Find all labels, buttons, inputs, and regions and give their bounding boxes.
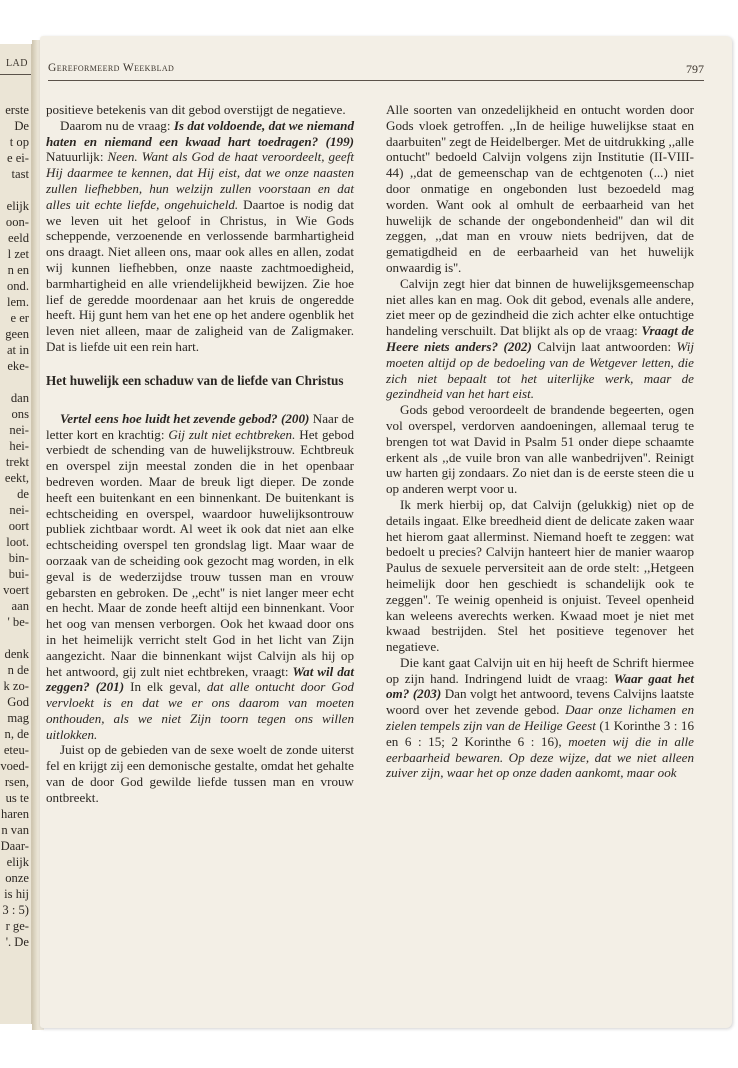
left-page-line-fragment: bin- xyxy=(8,551,29,565)
left-page-line-fragment: e ei- xyxy=(6,151,29,165)
left-page-line-fragment: erste xyxy=(5,103,29,117)
left-page-line-fragment: mag xyxy=(7,711,29,725)
left-page-line-fragment: nei- xyxy=(9,503,29,517)
left-page-line-fragment: oon- xyxy=(5,215,29,229)
left-page-line-fragment: aan xyxy=(11,599,29,613)
page-number: 797 xyxy=(686,62,704,76)
header-rule xyxy=(48,80,704,81)
text-run: In elk geval, xyxy=(124,679,207,695)
paragraph xyxy=(386,655,694,781)
left-page-line-fragment: 3 : 5) xyxy=(2,903,29,917)
paragraph xyxy=(386,276,694,402)
text-run: Calvijn zegt hier dat binnen de huwelijksgemeenschap niet alles kan en mag. Ook dit gebod, evenals alle andere, ziet meer op de gezindheid die zich achter elke ontuchtige handeling verschuilt. Dat blijkt als op de vraag: xyxy=(386,275,694,339)
left-page-line-fragment: '. De xyxy=(5,935,29,949)
left-page-line-fragment: hei- xyxy=(9,439,29,453)
right-column xyxy=(386,102,694,781)
left-page-line-fragment: l zet xyxy=(7,247,29,261)
publication-title xyxy=(48,62,174,74)
left-page-line-fragment: onze xyxy=(5,871,29,885)
left-page-line-fragment: eke- xyxy=(7,359,29,373)
left-page-line-fragment: geen xyxy=(5,327,29,341)
left-page-line-fragment: trekt xyxy=(5,455,29,469)
left-page-line-fragment: eekt, xyxy=(4,471,29,485)
catechism-question: Is dat voldoende, dat we niemand haten en niemand een kwaad hart toedragen? (199) xyxy=(46,117,354,149)
left-page-line-fragment: de xyxy=(17,487,29,501)
left-page-line-fragment xyxy=(0,182,29,198)
left-page-line-fragment: tast xyxy=(11,167,29,181)
left-page-line-fragment: loot. xyxy=(6,535,29,549)
paragraph: positieve betekenis van dit gebod overstijgt de negatieve. xyxy=(46,102,346,117)
paragraph xyxy=(46,411,354,743)
text-run: Natuurlijk: xyxy=(46,149,108,165)
left-page-line-fragment: dan xyxy=(10,391,29,405)
text-run: Daartoe is nodig dat we leven uit het geloof in Christus, in Wie Gods scheppende, verzoenende en verlossende barmhartigheid ons draagt. Niet alleen ons, maar ook alles en allen, zodat wij kunnen liefhebben, onze naaste zachtmoedigheid, barmhartigheid en alle vriendelijkheid bewijzen. Zie hoe lief de geredde moordenaar aan het kruis de ongeredde heeft. Hij gunt hem van het ene op het andere ogenblik het leven niet alleen, maar de zaligheid van de Zaligmaker. Dat is liefde uit een rein hart. xyxy=(46,196,354,354)
left-page-line-fragment: voert xyxy=(3,583,29,597)
text-run: Dan volgt het antwoord, tevens Calvijns laatste woord over het zevende gebod. xyxy=(386,686,694,718)
left-page-line-fragment: Daar- xyxy=(0,839,29,853)
text-run: Calvijn laat antwoorden: xyxy=(531,338,677,354)
left-page-line-fragment: lem. xyxy=(6,295,29,309)
left-page-line-fragment: us te xyxy=(5,791,29,805)
catechism-answer: Daar onze lichamen en zielen tempels zijn van de Heilige Geest xyxy=(386,702,694,734)
publication-title-text: Gereformeerd Weekblad xyxy=(48,62,175,74)
left-page-line-fragment: eeld xyxy=(8,231,29,245)
left-page-line-fragment: elijk xyxy=(6,199,29,213)
text-run: Die kant gaat Calvijn uit en hij heeft de Schrift hiermee op zijn hand. Indringend luidt de vraag: xyxy=(386,654,694,686)
left-page-line-fragment: at in xyxy=(6,343,29,357)
left-page-line-fragment: is hij xyxy=(4,887,29,901)
left-page-line-fragment: t op xyxy=(9,135,29,149)
left-page-header-rule xyxy=(0,74,31,75)
paragraph: Alle soorten van onzedelijkheid en ontucht worden door Gods vloek getroffen. ,,In de heilige huwelijkse staat en daarbuiten'' zegt de Heidelberger. Met de uitdrukking ,,alle ontucht'' bedoeld Calvijn volgens zijn Institutie (II-VIII-44) ,,dat de gemeenschap van de echtgenoten (...) niet door onmatige en ongebonden lust bezoedeld mag worden. Want ook al omhult de eerbaarheid van het huwelijk de schande der ongebondenheid'' dan wil dit zeggen, ,,dat man en vrouw niets bedrijven, dat de gematigdheid en de eerbaarheid van het huwelijk onwaardig is''. xyxy=(386,102,694,275)
catechism-question: Vertel eens hoe luidt het zevende gebod? (200) xyxy=(60,410,310,426)
catechism-question: Vraagt de Heere niets anders? (202) xyxy=(386,323,694,354)
catechism-answer: Neen. Want als God de haat veroordeelt, geeft Hij daarmee te kennen, dat Hij eist, dat we onze naasten zullen liefhebben, hun welzijn zullen voorstaan en dat alles uit echte liefde, ongehuicheld. xyxy=(46,149,354,212)
left-page-line-fragment xyxy=(0,630,29,646)
left-page-line-fragment: bui- xyxy=(8,567,29,581)
paragraph: Gods gebod veroordeelt de brandende begeerten, ogen vol overspel, verdorven aandoeningen, allemaal terug te brengen tot wat David in Psalm 51 onder diepe schaamte erkent als ,,de vuile bron van alle wanbedrijven''. Reinigt uw harten gij zondaars. Zo niet dan is de eerste steen die u op anderen werpt voor u. xyxy=(386,402,694,497)
left-page-line-fragment: n de xyxy=(7,663,29,677)
section-heading: Het huwelijk een schaduw van de liefde van Christus xyxy=(46,372,344,388)
left-page-line-fragment: voed- xyxy=(0,759,29,773)
magazine-page xyxy=(40,36,732,1028)
running-header xyxy=(48,62,704,80)
left-page-line-fragment: n van xyxy=(1,823,29,837)
left-page-line-fragment: elijk xyxy=(6,855,29,869)
catechism-question: Waar gaat het om? (203) xyxy=(386,670,694,702)
left-page-line-fragment: haren xyxy=(1,807,29,821)
left-page-line-fragment: n en xyxy=(7,263,29,277)
text-run: (1 Korinthe 3 : 16 en 6 : 15; 2 Korinthe 6 : 16), xyxy=(386,718,694,749)
text-run: Naar de letter kort en krachtig: xyxy=(46,410,354,442)
left-page-line-fragments xyxy=(0,102,29,950)
paragraph: Ik merk hierbij op, dat Calvijn (gelukkig) niet op de details ingaat. Elke breedheid dient de delicate zaken waar het hierom gaat allerminst. Niemand hoeft te zeggen: wat bedoelt u precies? Calvijn hanteert hier de manier waarop Paulus de sexuele perversiteit aan de orde stelt: ,,Hetgeen heimelijk door hen geschiedt is schandelijk ook te zeggen''. Te weinig openheid is onjuist. Teveel openheid kan weleens averechts werken. Kwaad moet je niet met kwaad bestrijden. Stel het positieve tegenover het negatieve. xyxy=(386,496,694,655)
left-page-line-fragment: God xyxy=(7,695,29,709)
left-page-line-fragment: rsen, xyxy=(4,775,29,789)
left-page-line-fragment: De xyxy=(14,119,29,133)
left-page-line-fragment: denk xyxy=(4,647,29,661)
catechism-answer: Wij moeten altijd op de bedoeling van de Wetgever letten, die zich niet bepaalt tot het uiterlijke werk, maar de gezindheid van het hart eist. xyxy=(386,338,694,402)
catechism-answer: moeten wij die in alle eerbaarheid bewaren. Op deze wijze, dat we niet alleen zuiver zijn, waar het op onze daden aankomt, maar ook xyxy=(386,733,694,781)
left-page-line-fragment: r ge- xyxy=(5,919,29,933)
left-page-header-fragment: LAD xyxy=(5,58,28,69)
text-run: Daarom nu de vraag: xyxy=(60,117,174,133)
left-page-line-fragment: e er xyxy=(10,311,29,325)
left-column xyxy=(46,102,354,806)
left-page-line-fragment: ond. xyxy=(6,279,29,293)
catechism-answer: Gij zult niet echtbreken. xyxy=(168,426,296,442)
catechism-question: Wat wil dat zeggen? (201) xyxy=(46,663,354,695)
left-page-line-fragment: ' be- xyxy=(7,615,29,629)
left-page-line-fragment: nei- xyxy=(9,423,29,437)
catechism-answer: dat alle ontucht door God vervloekt is en dat we er ons daarom van moeten onthouden, als we niet Zijn toorn tegen ons willen uitlokken. xyxy=(46,679,354,742)
left-page-line-fragment: oort xyxy=(8,519,29,533)
text-run: Het gebod verbiedt de schending van de huwelijkstrouw. Echtbreuk en overspel zijn meestal zonden die in het openbaar bedreven worden. Maar de breuk ligt dieper. De zonde heeft een buitenkant en een binnenkant. De buitenkant is echtscheiding en overspel, waardoor huwelijksontrouw publiek zichtbaar wordt. Al weet ik ook dat niet aan elke echtscheiding overspel ten grondslag ligt. Maar waar de oorzaak van de scheiding ook gezocht mag worden, in elk geval is de wederzijdse trouw tussen man en vrouw gebarsten en gebroken. De ,,echt'' is niet langer meer echt en hecht. Maar de zonde heeft altijd een binnenkant. Voor het oog van mensen verborgen. Ook het kwaad door ons in het heimelijk verricht stelt God in het licht van Zijn aangezicht. Naar die binnenkant wijst Calvijn als hij op het antwoord, gij zult niet echtbreken, vraagt: xyxy=(46,426,355,679)
paragraph xyxy=(46,118,354,355)
left-page-line-fragment xyxy=(0,374,29,390)
left-page-line-fragment: ons xyxy=(11,407,29,421)
left-page-line-fragment: n, de xyxy=(4,727,29,741)
left-page-line-fragment: eteu- xyxy=(3,743,29,757)
adjacent-left-page xyxy=(0,44,32,1024)
left-page-line-fragment: k zo- xyxy=(3,679,29,693)
paragraph: Juist op de gebieden van de sexe woelt de zonde uiterst fel en krijgt zij een demonische gestalte, omdat het gehalte van de door God gewilde liefde tussen man en vrouw ontbreekt. xyxy=(46,742,354,805)
